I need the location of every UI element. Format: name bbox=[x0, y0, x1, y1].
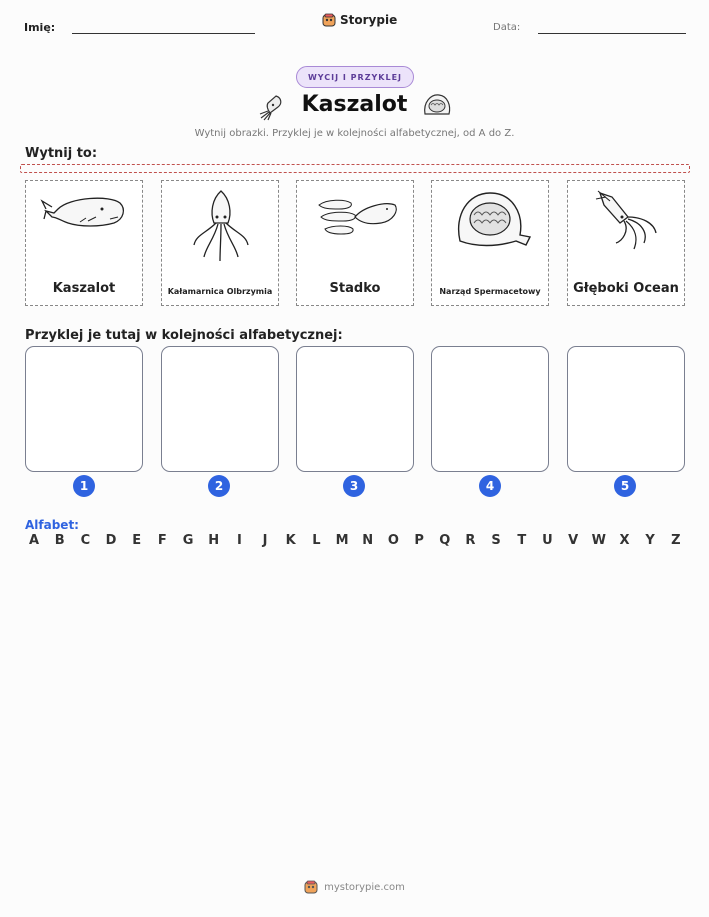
date-label: Data: bbox=[493, 22, 521, 33]
instructions: Wytnij obrazki. Przyklej je w kolejności alfabetycznej, od A do Z. bbox=[194, 128, 515, 139]
cut-card[interactable] bbox=[567, 180, 685, 306]
alphabet-letter: J bbox=[262, 533, 268, 548]
number-badge: 3 bbox=[343, 475, 365, 497]
alphabet-letter: T bbox=[517, 533, 527, 548]
number-badge: 5 bbox=[614, 475, 636, 497]
alphabet-letter: W bbox=[591, 533, 606, 548]
number-badge: 2 bbox=[208, 475, 230, 497]
paste-box-3[interactable] bbox=[296, 346, 414, 472]
alphabet-letter: V bbox=[568, 533, 579, 548]
alphabet-letter: I bbox=[236, 533, 242, 548]
alphabet-letter: F bbox=[157, 533, 167, 548]
storypie-mascot-icon bbox=[304, 880, 318, 894]
alphabet-letter: N bbox=[362, 533, 374, 548]
alphabet-row bbox=[25, 533, 685, 548]
cut-line bbox=[20, 164, 690, 173]
activity-badge: WYCIJ I PRZYKLEJ bbox=[296, 66, 414, 88]
alphabet-letter: D bbox=[105, 533, 117, 548]
number-badge: 1 bbox=[73, 475, 95, 497]
page-title: Kaszalot bbox=[301, 92, 408, 117]
name-line[interactable] bbox=[72, 33, 255, 34]
cut-card[interactable] bbox=[296, 180, 414, 306]
alphabet-letter: E bbox=[132, 533, 142, 548]
paste-box-2[interactable] bbox=[161, 346, 279, 472]
alphabet-letter: L bbox=[312, 533, 321, 548]
alphabet-letter: P bbox=[414, 533, 424, 548]
alphabet-letter: R bbox=[465, 533, 476, 548]
deep-ocean-squid-icon bbox=[582, 187, 672, 257]
alphabet-letter: A bbox=[28, 533, 40, 548]
alphabet-letter: U bbox=[542, 533, 553, 548]
card-label: Kałamarnica Olbrzymia bbox=[167, 287, 273, 296]
paste-box-5[interactable] bbox=[567, 346, 685, 472]
date-line[interactable] bbox=[538, 33, 686, 34]
cut-heading: Wytnij to: bbox=[25, 146, 98, 161]
alphabet-letter: Z bbox=[671, 533, 681, 548]
storypie-logo bbox=[322, 13, 397, 27]
cut-card[interactable] bbox=[431, 180, 549, 306]
card-label: Głęboki Ocean bbox=[573, 281, 679, 296]
alphabet-letter: G bbox=[182, 533, 194, 548]
alphabet-letter: Q bbox=[439, 533, 451, 548]
alphabet-letter: Y bbox=[645, 533, 655, 548]
number-badge: 4 bbox=[479, 475, 501, 497]
alphabet-letter: K bbox=[285, 533, 296, 548]
card-label: Narząd Spermacetowy bbox=[439, 287, 541, 296]
alphabet-letter: H bbox=[208, 533, 220, 548]
footer-url[interactable]: mystorypie.com bbox=[324, 881, 405, 893]
footer bbox=[0, 880, 709, 894]
alphabet-letter: C bbox=[80, 533, 91, 548]
alphabet-letter: O bbox=[387, 533, 399, 548]
spermaceti-organ-icon bbox=[446, 187, 536, 253]
alphabet-title: Alfabet: bbox=[25, 518, 79, 532]
card-label: Kaszalot bbox=[52, 281, 116, 296]
alphabet-letter: S bbox=[491, 533, 501, 548]
sperm-whale-icon bbox=[40, 187, 130, 247]
storypie-mascot-icon bbox=[322, 13, 336, 27]
brand-name: Storypie bbox=[340, 13, 398, 27]
alphabet-letter: B bbox=[54, 533, 65, 548]
name-label: Imię: bbox=[24, 21, 56, 34]
cut-card[interactable] bbox=[25, 180, 143, 306]
paste-box-1[interactable] bbox=[25, 346, 143, 472]
paste-box-4[interactable] bbox=[431, 346, 549, 472]
card-label: Stadko bbox=[329, 281, 381, 296]
alphabet-letter: M bbox=[335, 533, 349, 548]
paste-heading: Przyklej je tutaj w kolejności alfabetycznej: bbox=[25, 328, 343, 343]
whale-pod-icon bbox=[311, 187, 401, 247]
giant-squid-icon bbox=[176, 187, 266, 267]
alphabet-letter: X bbox=[619, 533, 630, 548]
spermaceti-title-icon bbox=[421, 92, 453, 120]
cut-card[interactable] bbox=[161, 180, 279, 306]
